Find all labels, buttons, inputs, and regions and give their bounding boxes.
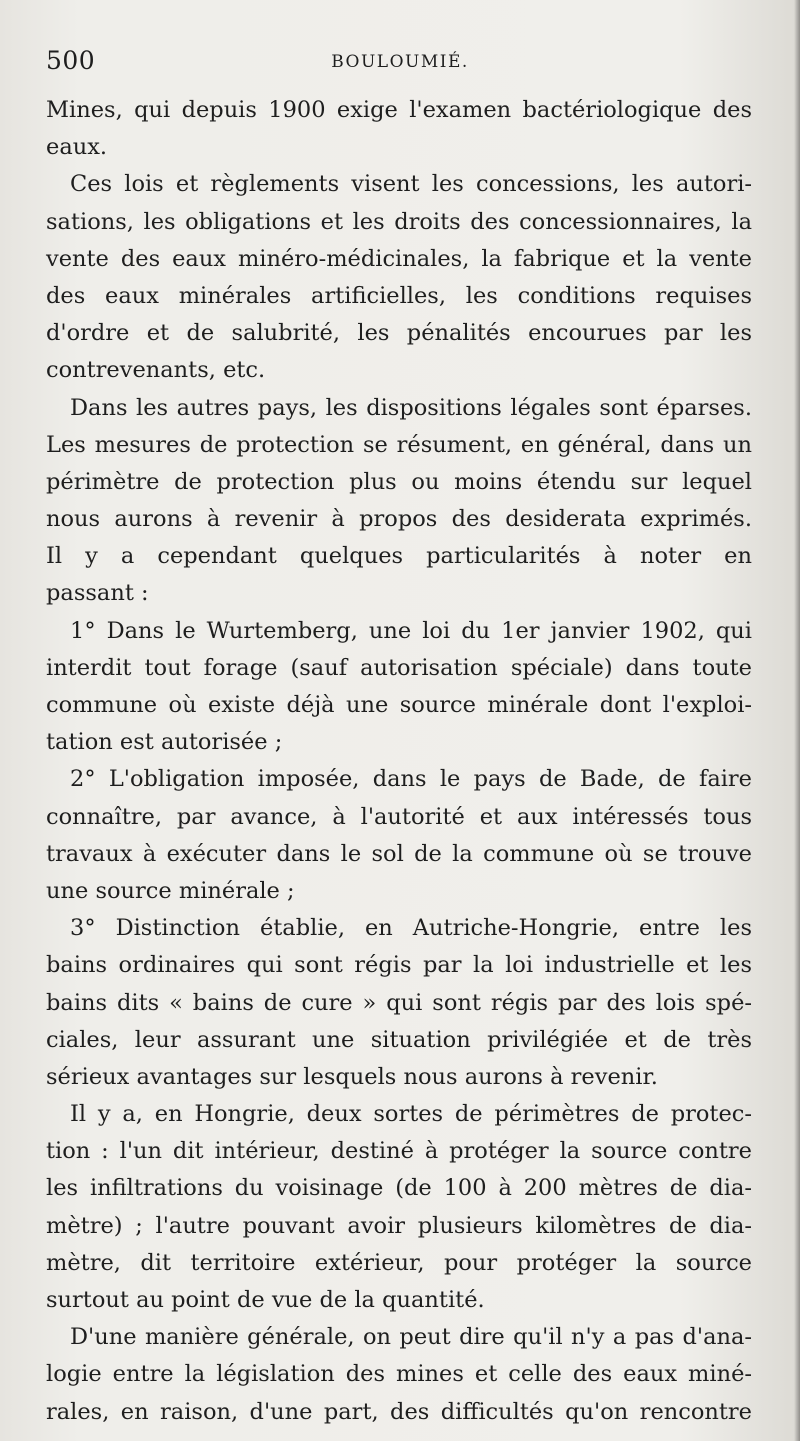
- text-line: logie entre la législation des mines et celle des eaux miné-: [46, 1361, 752, 1388]
- text-line: les infiltrations du voisinage (de 100 à 200 mètres de dia-: [46, 1175, 752, 1202]
- text-line: une source minérale ;: [46, 877, 295, 904]
- text-line: nous aurons à revenir à propos des desiderata exprimés.: [46, 506, 752, 533]
- text-line: eaux.: [46, 134, 108, 161]
- text-line: bains ordinaires qui sont régis par la loi industrielle et les: [46, 952, 752, 979]
- text-line: rales, en raison, d'une part, des difficultés qu'on rencontre: [46, 1398, 752, 1425]
- text-line: tion : l'un dit intérieur, destiné à protéger la source contre: [46, 1138, 752, 1165]
- text-line: bains dits « bains de cure » qui sont régis par des lois spé-: [46, 989, 752, 1016]
- page-edge-shadow: [794, 0, 800, 1441]
- text-line: mètre, dit territoire extérieur, pour protéger la source: [46, 1249, 752, 1276]
- text-line: contrevenants, etc.: [46, 357, 266, 384]
- text-line: périmètre de protection plus ou moins étendu sur lequel: [46, 468, 752, 495]
- text-line: 2° L'obligation imposée, dans le pays de Bade, de faire: [70, 766, 752, 793]
- text-line: Les mesures de protection se résument, en général, dans un: [46, 431, 752, 458]
- text-line: Mines, qui depuis 1900 exige l'examen bactériologique des: [46, 97, 752, 123]
- text-line: mètre) ; l'autre pouvant avoir plusieurs kilomètres de dia-: [46, 1212, 752, 1239]
- text-line: Il y a cependant quelques particularités à noter en: [46, 543, 752, 570]
- text-line: tation est autorisée ;: [46, 729, 283, 756]
- text-line: Dans les autres pays, les dispositions légales sont éparses.: [70, 394, 752, 421]
- text-line: 1° Dans le Wurtemberg, une loi du 1er janvier 1902, qui: [70, 617, 752, 644]
- text-line: Ces lois et règlements visent les concessions, les autori-: [70, 171, 752, 198]
- text-line: Il y a, en Hongrie, deux sortes de périmètres de protec-: [70, 1101, 752, 1128]
- text-line: 3° Distinction établie, en Autriche-Hongrie, entre les: [70, 915, 752, 942]
- text-line: connaître, par avance, à l'autorité et aux intéressés tous: [46, 803, 752, 830]
- text-line: D'une manière générale, on peut dire qu'il n'y a pas d'ana-: [70, 1324, 752, 1351]
- text-line: commune où existe déjà une source minérale dont l'exploi-: [46, 692, 752, 718]
- text-line: ciales, leur assurant une situation privilégiée et de très: [46, 1026, 752, 1053]
- running-title: BOULOUMIÉ.: [331, 52, 469, 72]
- page-header: [46, 46, 754, 82]
- text-line: des eaux minérales artificielles, les conditions requises: [46, 282, 752, 309]
- text-line: surtout au point de vue de la quantité.: [46, 1287, 485, 1313]
- text-line: travaux à exécuter dans le sol de la commune où se trouve: [46, 840, 752, 867]
- text-line: interdit tout forage (sauf autorisation spéciale) dans toute: [46, 654, 752, 681]
- text-line: d'ordre et de salubrité, les pénalités encourues par les: [46, 320, 752, 347]
- text-line: passant :: [46, 580, 149, 607]
- body-text: [46, 92, 752, 1431]
- text-line: sations, les obligations et les droits des concessionnaires, la: [46, 208, 752, 235]
- page-number: 500: [46, 46, 96, 75]
- text-line: vente des eaux minéro-médicinales, la fabrique et la vente: [46, 245, 752, 272]
- text-line: sérieux avantages sur lesquels nous aurons à revenir.: [46, 1063, 658, 1090]
